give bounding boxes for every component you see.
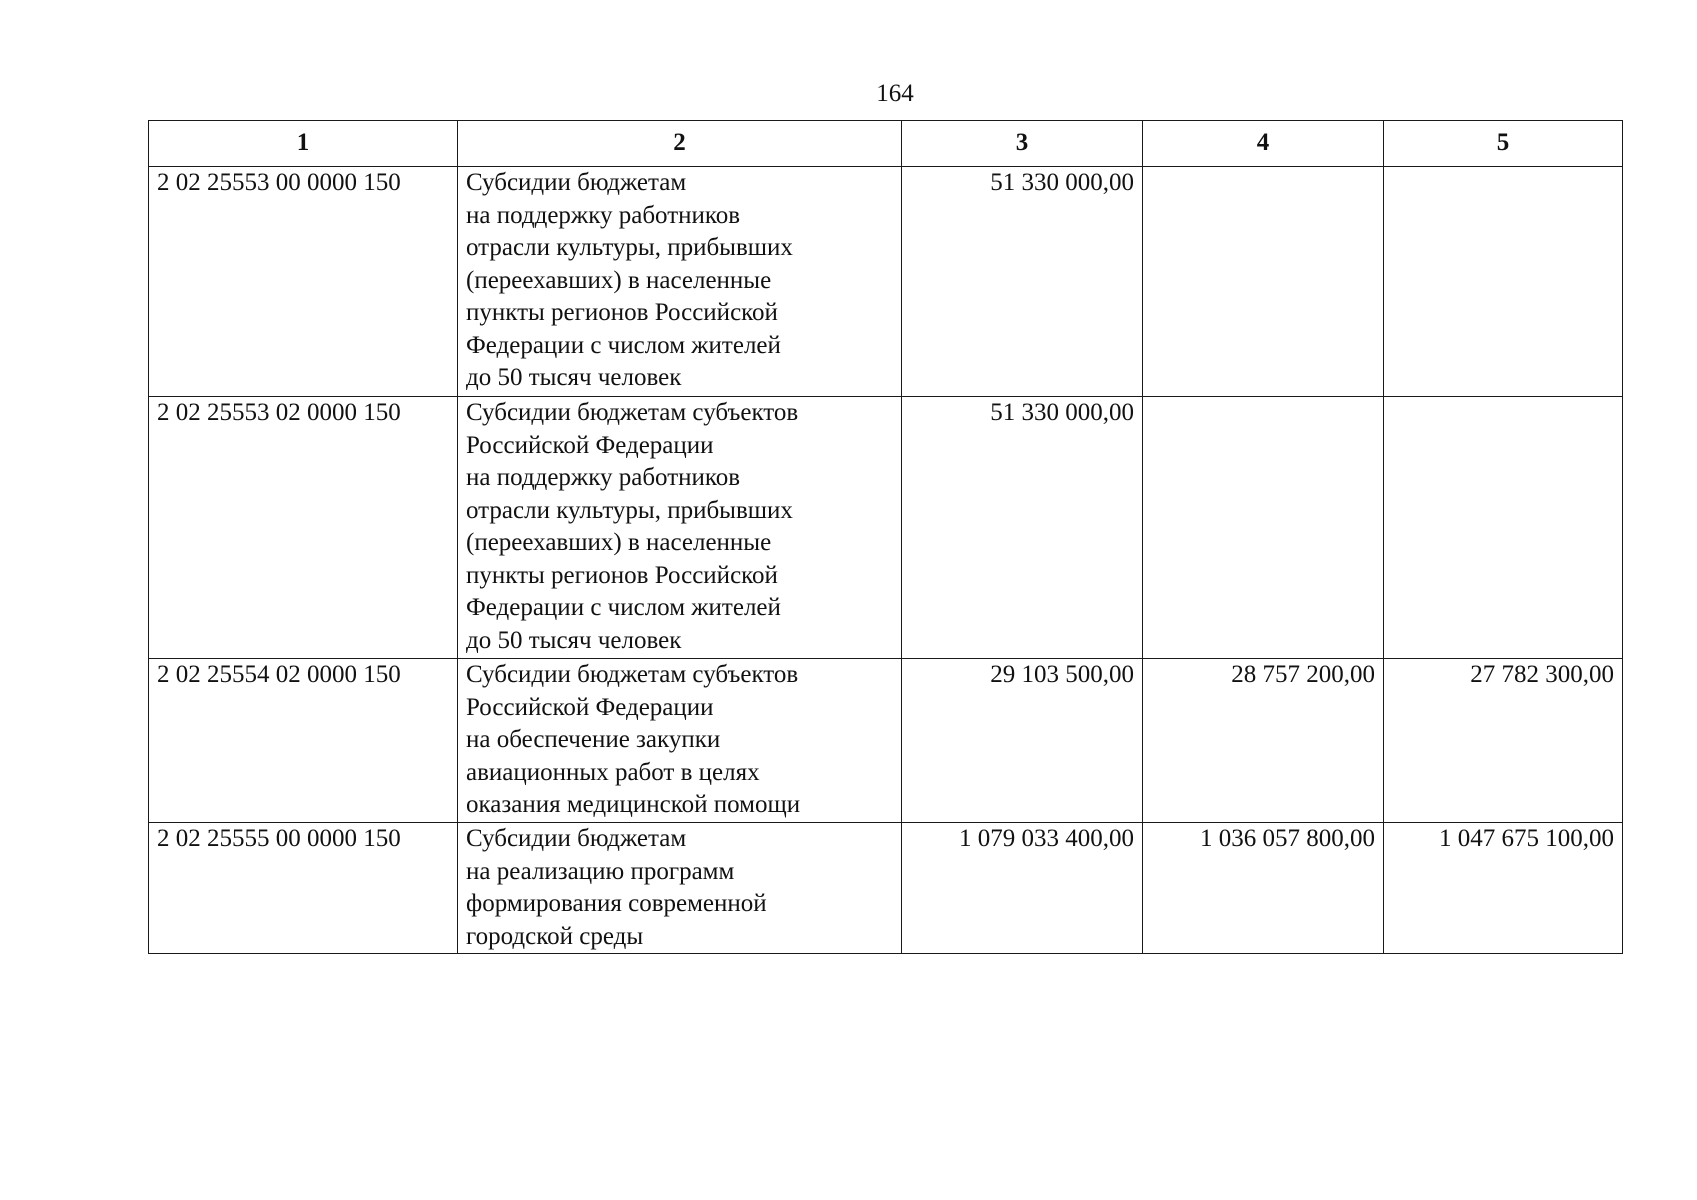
description-line: на обеспечение закупки [466,726,721,753]
description-line: на поддержку работников [466,201,741,229]
description-line: Субсидии бюджетам [466,169,687,196]
table-row [149,397,1623,659]
description-line: на реализацию программ [466,857,735,885]
header-col-5: 5 [1384,121,1623,167]
description-line: Федерации с числом жителей [466,331,781,359]
budget-table [148,120,1623,954]
description-cell [458,167,902,397]
table-row [149,167,1623,397]
amount-col-3-cell: 29 103 500,00 [902,659,1143,823]
amount-col-4-cell: 1 036 057 800,00 [1143,823,1384,954]
header-col-2: 2 [458,121,902,167]
description-line: отрасли культуры, прибывших [466,234,793,261]
table-row [149,659,1623,823]
description-line: Федерации с числом жителей [466,594,781,621]
description-line: формирования современной [466,890,767,917]
description-line: Субсидии бюджетам субъектов [466,399,799,426]
description-line: (переехавших) в населенные [466,266,772,294]
budget-code-cell: 2 02 25555 00 0000 150 [149,823,458,954]
description-line: пункты регионов Российской [466,299,778,326]
description-cell [458,397,902,659]
description-line: авиационных работ в целях [466,758,760,786]
description-line: (переехавших) в населенные [466,529,772,556]
amount-col-4-cell [1143,397,1384,659]
header-col-3: 3 [902,121,1143,167]
amount-col-5-cell: 1 047 675 100,00 [1384,823,1623,954]
description-line: Субсидии бюджетам субъектов [466,661,799,688]
description-cell [458,823,902,954]
description-line: оказания медицинской помощи [466,791,801,818]
description-line: пункты регионов Российской [466,561,778,589]
amount-col-3-cell: 1 079 033 400,00 [902,823,1143,954]
description-cell [458,659,902,823]
description-line: Российской Федерации [466,431,714,459]
description-line: Субсидии бюджетам [466,825,687,852]
amount-col-5-cell: 27 782 300,00 [1384,659,1623,823]
budget-code-cell: 2 02 25553 02 0000 150 [149,397,458,659]
budget-code-cell: 2 02 25554 02 0000 150 [149,659,458,823]
description-line: до 50 тысяч человек [466,364,682,391]
amount-col-3-cell: 51 330 000,00 [902,167,1143,397]
header-col-1: 1 [149,121,458,167]
amount-col-5-cell [1384,167,1623,397]
header-row [149,121,1623,167]
header-col-4: 4 [1143,121,1384,167]
budget-code-cell: 2 02 25553 00 0000 150 [149,167,458,397]
amount-col-3-cell: 51 330 000,00 [902,397,1143,659]
table-row [149,823,1623,954]
description-line: на поддержку работников [466,464,741,491]
description-line: до 50 тысяч человек [466,626,682,654]
description-line: Российской Федерации [466,693,714,721]
amount-col-5-cell [1384,397,1623,659]
amount-col-4-cell [1143,167,1384,397]
amount-col-4-cell: 28 757 200,00 [1143,659,1384,823]
description-line: отрасли культуры, прибывших [466,496,793,524]
page-number: 164 [876,80,914,107]
description-line: городской среды [466,922,644,950]
